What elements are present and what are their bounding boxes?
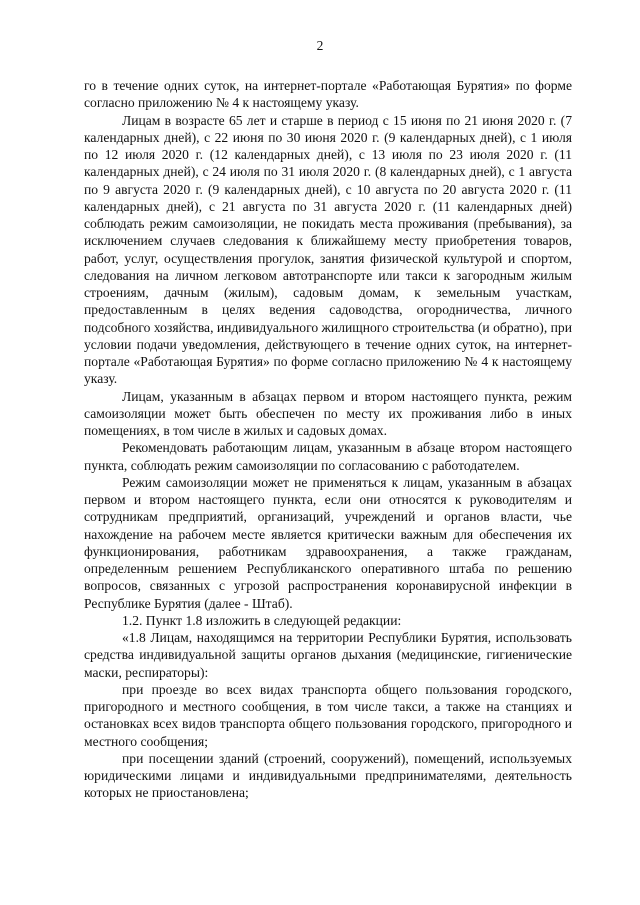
paragraph-2: Лицам в возрасте 65 лет и старше в период с 15 июня по 21 июня 2020 г. (7 календарных дней), с 22 июня по 30 июня 2020 г. (9 календарных дней), с 1 июля по 12 июля 2020 г. (12 календарных дней), с 13 июля по 23 июля 2020 г. (11 календарных дней), с 24 июля по 31 июля 2020 г. (8 календарных дней), с 1 августа по 9 августа 2020 г. (9 календарных дней), с 10 августа по 20 августа 2020 г. (11 календарных дней), с 21 августа по 31 августа 2020 г. (11 календарных дней) соблюдать режим самоизоляции, не покидать места проживания (пребывания), за исключением случаев следования к ближайшему месту приобретения товаров, работ, услуг, осуществления прогулок, занятия физической культурой и спортом, следования на личном легковом автотранспорте или такси к загородным жилым строениям, дачным (жилым), садовым домам, к земельным участкам, предоставленным в целях ведения садоводства, огородничества, личного подсобного хозяйства, индивидуального жилищного строительства (и обратно), при условии подачи уведомления, действующего в течение одних суток, на интернет-портале «Работающая Бурятия» по форме согласно приложению № 4 к настоящему указу. [84,112,572,387]
document-body [84,77,572,802]
page-number: 2 [316,38,324,53]
paragraph-9: при посещении зданий (строений, сооружений), помещений, используемых юридическими лицами и индивидуальными предпринимателями, деятельность которых не приостановлена; [84,750,572,801]
paragraph-6: 1.2. Пункт 1.8 изложить в следующей редакции: [122,612,402,628]
paragraph-5: Режим самоизоляции может не применяться к лицам, указанным в абзацах первом и втором настоящего пункта, если они относятся к руководителям и сотрудникам предприятий, организаций, учреждений и органов власти, чье нахождение на рабочем месте является критически важным для обеспечения их функционирования, работникам здравоохранения, а также гражданам, определенным решением Республиканского оперативного штаба по решению вопросов, связанных с угрозой распространения коронавирусной инфекции в Республике Бурятия (далее - Штаб). [84,474,572,611]
paragraph-3: Лицам, указанным в абзацах первом и втором настоящего пункта, режим самоизоляции может быть обеспечен по месту их проживания либо в иных помещениях, в том числе в жилых и садовых домах. [84,388,572,438]
paragraph-1: го в течение одних суток, на интернет-портале «Работающая Бурятия» по форме согласно приложению № 4 к настоящему указу. [84,78,572,111]
paragraph-8: при проезде во всех видах транспорта общего пользования городского, пригородного и местного сообщения, в том числе такси, а также на станциях и остановках всех видов транспорта общего пользования городского, пригородного и местного сообщения; [84,681,572,749]
paragraph-4: Рекомендовать работающим лицам, указанным в абзаце втором настоящего пункта, соблюдать режим самоизоляции по согласованию с работодателем. [84,440,572,473]
paragraph-7: «1.8 Лицам, находящимся на территории Республики Бурятия, использовать средства индивидуальной защиты органов дыхания (медицинские, гигиенические маски, респираторы): [84,630,572,680]
